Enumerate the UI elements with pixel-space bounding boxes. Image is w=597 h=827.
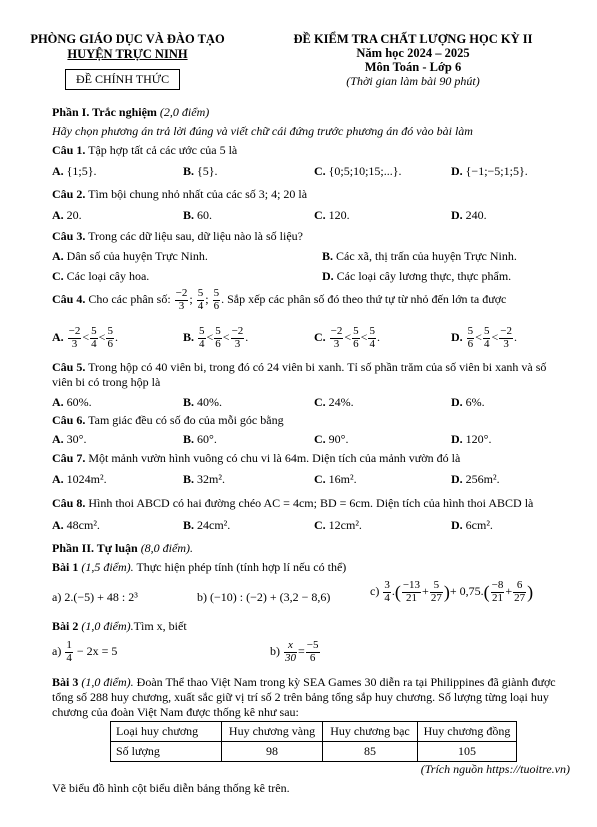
q7-c-text: 16m². <box>328 472 357 486</box>
numerator: 5 <box>483 325 490 337</box>
fraction <box>231 326 245 350</box>
b1-text: Thực hiện phép tính (tính hợp lí nếu có thể) <box>136 560 347 574</box>
q5-label: Câu 5. <box>52 360 86 374</box>
table-header-cell: Huy chương bạc <box>323 722 418 742</box>
q4-option-d: D. $\frac{5}{6}$ < $\frac{5}{4}$ < $\frac{-2}{3}$ . <box>451 325 517 350</box>
q6-a-letter: A. <box>52 432 64 446</box>
q1-option-a <box>52 164 97 179</box>
denominator: 4 <box>483 337 490 350</box>
q4-d-letter: D. <box>451 329 463 344</box>
b1-b-expr: (−10) : (−2) + (3,2 − 8,6) <box>210 590 331 604</box>
header-right-line3: Môn Toán - Lớp 6 <box>364 60 462 74</box>
q2-d-text: 240. <box>465 208 487 222</box>
q7-option-b <box>183 472 225 487</box>
q7-option-a <box>52 472 107 487</box>
less-than: < <box>491 329 499 344</box>
q4-c-letter: C. <box>314 329 326 344</box>
denominator: 4 <box>197 299 204 312</box>
q2-c-letter: C. <box>314 208 326 222</box>
q2-option-c <box>314 208 350 223</box>
q8-a-text: 48cm². <box>66 518 100 532</box>
q5-a-letter: A. <box>52 395 64 409</box>
q2-option-d <box>451 208 487 223</box>
table-cell: 105 <box>418 742 517 762</box>
q3-d-letter: D. <box>322 269 334 283</box>
q5-d-letter: D. <box>451 395 463 409</box>
q4-b-letter: B. <box>183 329 195 344</box>
q5-c-letter: C. <box>314 395 326 409</box>
b3-line2: tổng số 288 huy chương, xuất sắc giữ vị trí số 2 trên bảng tổng sắp huy chương. Số lượng từng loại huy <box>52 690 549 704</box>
q3-c-letter: C. <box>52 269 64 283</box>
equals: = <box>298 643 305 658</box>
q8-label: Câu 8. <box>52 496 86 510</box>
separator: ; <box>205 291 209 306</box>
denominator: 3 <box>503 337 509 350</box>
paren-open: ( <box>483 581 490 602</box>
q8-option-d <box>451 518 493 533</box>
table-header-row <box>111 722 517 742</box>
q8-text: Hình thoi ABCD có hai đường chéo AC = 4cm; BD = 6cm. Diện tích của hình thoi ABCD là <box>88 496 534 510</box>
q4-stem <box>52 288 572 312</box>
q3-d-text: Các loại cây lương thực, thực phẩm. <box>336 269 512 283</box>
part2-heading <box>52 541 572 556</box>
paren-open: ( <box>394 581 401 602</box>
numerator: 5 <box>197 287 204 299</box>
q5-b-text: 40%. <box>197 395 223 409</box>
q7-a-text: 1024m². <box>66 472 107 486</box>
q3-option-a <box>52 249 208 264</box>
numerator: 5 <box>467 325 474 337</box>
q6-option-b <box>183 432 217 447</box>
q4-option-b: B. $\frac{5}{4}$ < $\frac{5}{6}$ < $\frac{-2}{3}$ . <box>183 325 249 350</box>
q4-option-c: C. $\frac{-2}{3}$ < $\frac{5}{6}$ < $\frac{5}{4}$ . <box>314 325 380 350</box>
b3-label: Bài 3 <box>52 675 79 689</box>
numerator: −2 <box>175 287 188 299</box>
medal-table <box>110 721 517 762</box>
q2-b-letter: B. <box>183 208 195 222</box>
fraction <box>198 326 206 350</box>
separator: ; <box>189 291 193 306</box>
denominator: 27 <box>430 591 442 604</box>
q2-label: Câu 2. <box>52 187 86 201</box>
denominator: 6 <box>353 337 359 350</box>
denominator: 3 <box>333 337 340 350</box>
less-than: < <box>222 329 230 344</box>
q8-c-letter: C. <box>314 518 326 532</box>
q1-label: Câu 1. <box>52 143 86 157</box>
q2-option-a <box>52 208 82 223</box>
denominator: 21 <box>491 591 503 604</box>
denominator: 3 <box>234 337 241 350</box>
numerator: 5 <box>107 325 113 337</box>
q2-a-letter: A. <box>52 208 64 222</box>
q1-option-d <box>451 164 528 179</box>
b1-c-label: c) <box>370 583 380 598</box>
b3-task: Vẽ biểu đồ hình cột biểu diễn bảng thống kê trên. <box>52 781 290 795</box>
fraction <box>197 288 205 312</box>
table-cell: 98 <box>222 742 323 762</box>
q1-option-b <box>183 164 218 179</box>
numerator: 5 <box>369 325 375 337</box>
numerator: 3 <box>384 579 390 591</box>
q6-a-text: 30°. <box>66 432 87 446</box>
fraction <box>306 640 320 664</box>
header-right-line2: Năm học 2024 – 2025 <box>356 46 470 60</box>
b2-b-label: b) <box>270 643 280 658</box>
q7-stem <box>52 451 572 466</box>
b2-points: (1,0 điểm). <box>81 619 134 633</box>
b1-b-label: b) <box>197 590 207 604</box>
numerator: 5 <box>199 325 205 337</box>
q7-text: Một mảnh vườn hình vuông có chu vi là 64m. Diện tích của mảnh vườn đó là <box>88 451 461 465</box>
fraction <box>467 326 475 350</box>
numerator: 5 <box>213 287 220 299</box>
q5-a-text: 60%. <box>66 395 92 409</box>
denominator: 4 <box>91 337 97 350</box>
b2-a-label: a) <box>52 643 62 658</box>
q8-d-text: 6cm². <box>465 518 493 532</box>
q3-b-text: Các xã, thị trấn của huyện Trực Ninh. <box>336 249 517 263</box>
q8-option-c <box>314 518 362 533</box>
table-row <box>111 742 517 762</box>
q4-text-pre: Cho các phân số: <box>88 291 171 306</box>
denominator: 6 <box>215 337 221 350</box>
q7-option-d <box>451 472 500 487</box>
q6-b-text: 60°. <box>197 432 217 446</box>
denominator: 4 <box>369 337 375 350</box>
b2-label: Bài 2 <box>52 619 79 633</box>
table-cell: Số lượng <box>111 742 222 762</box>
numerator: −13 <box>402 579 421 591</box>
official-stamp: ĐỀ CHÍNH THỨC <box>65 69 180 90</box>
q3-label: Câu 3. <box>52 229 86 243</box>
q4-label: Câu 4. <box>52 291 86 306</box>
denominator: 6 <box>309 651 316 664</box>
b1-points: (1,5 điểm). <box>81 560 134 574</box>
q7-option-c <box>314 472 357 487</box>
denominator: 4 <box>199 337 205 350</box>
q7-d-text: 256m². <box>465 472 500 486</box>
q7-d-letter: D. <box>451 472 463 486</box>
b1-label: Bài 1 <box>52 560 79 574</box>
q6-b-letter: B. <box>183 432 195 446</box>
q8-option-b <box>183 518 230 533</box>
q2-d-letter: D. <box>451 208 463 222</box>
q6-label: Câu 6. <box>52 413 86 427</box>
less-than: < <box>82 329 90 344</box>
q1-c-text: {0;5;10;15;...}. <box>328 164 402 178</box>
q3-c-text: Các loại cây hoa. <box>66 269 150 283</box>
b3-points: (1,0 điểm). <box>81 675 134 689</box>
q1-b-letter: B. <box>183 164 195 178</box>
numerator: 6 <box>513 580 526 593</box>
q2-c-text: 120. <box>328 208 350 222</box>
fraction <box>383 580 391 604</box>
b2-text: Tìm x, biết <box>133 619 187 633</box>
fraction <box>430 580 443 604</box>
numerator: −2 <box>500 325 512 337</box>
fraction <box>284 640 297 664</box>
q4-a-letter: A. <box>52 329 64 344</box>
denominator: 6 <box>107 337 113 350</box>
paren-close: ) <box>527 581 534 602</box>
denominator: 6 <box>213 299 220 312</box>
denominator: 4 <box>66 651 72 664</box>
denominator: 27 <box>514 591 526 604</box>
denominator: 4 <box>384 591 390 604</box>
q3-text: Trong các dữ liệu sau, dữ liệu nào là số liệu? <box>88 229 303 243</box>
q8-a-letter: A. <box>52 518 64 532</box>
fraction <box>352 326 360 350</box>
q6-option-a <box>52 432 86 447</box>
fraction <box>368 326 376 350</box>
numerator: 5 <box>430 580 443 593</box>
q6-option-d <box>451 432 491 447</box>
less-than: < <box>360 329 368 344</box>
q1-a-text: {1;5}. <box>66 164 97 178</box>
q5-d-text: 6%. <box>465 395 485 409</box>
fraction <box>499 326 513 350</box>
b1-a-label: a) <box>52 590 62 604</box>
q1-b-text: {5}. <box>197 164 218 178</box>
numerator: 1 <box>66 639 72 651</box>
numerator: 5 <box>91 325 97 337</box>
b2-part-a <box>52 640 117 664</box>
q6-c-text: 90°. <box>328 432 349 446</box>
fraction <box>330 326 344 350</box>
q6-text: Tam giác đều có số đo của mỗi góc bằng <box>88 413 284 427</box>
q8-c-text: 12cm². <box>328 518 362 532</box>
b1-stem <box>52 560 572 575</box>
b3-line1 <box>52 675 572 690</box>
paren-close: ) <box>443 581 450 602</box>
b1-a-expr: 2.(−5) + 48 : 2³ <box>64 590 138 604</box>
q3-option-d <box>322 269 511 284</box>
b1-part-b <box>197 590 330 605</box>
q3-stem <box>52 229 572 244</box>
q6-option-c <box>314 432 348 447</box>
q2-text: Tìm bội chung nhỏ nhất của các số 3; 4; 20 là <box>88 187 308 201</box>
fraction <box>65 640 73 664</box>
less-than: < <box>98 329 106 344</box>
q5-c-text: 24%. <box>328 395 354 409</box>
denominator: 3 <box>178 299 185 312</box>
part1-title: Phần I. Trắc nghiệm <box>52 105 157 119</box>
part1-heading <box>52 105 572 120</box>
less-than: < <box>475 329 482 344</box>
q5-option-d <box>451 395 485 410</box>
q2-stem <box>52 187 572 202</box>
q2-b-text: 60. <box>197 208 213 222</box>
q3-a-text: Dân số của huyện Trực Ninh. <box>66 249 208 263</box>
numerator: −2 <box>330 325 343 337</box>
fraction <box>68 326 82 350</box>
q7-b-text: 32m². <box>197 472 225 486</box>
numerator: −2 <box>231 325 244 337</box>
numerator: 5 <box>215 325 221 337</box>
q2-a-text: 20. <box>66 208 82 222</box>
fraction <box>513 580 526 604</box>
numerator: −5 <box>306 639 319 651</box>
q8-stem <box>52 496 572 511</box>
table-header-cell: Huy chương vàng <box>222 722 323 742</box>
q6-c-letter: C. <box>314 432 326 446</box>
numerator: −2 <box>68 325 81 337</box>
table-header-cell: Loại huy chương <box>111 722 222 742</box>
q5-option-c <box>314 395 354 410</box>
less-than: < <box>344 329 352 344</box>
fraction <box>402 580 421 604</box>
q8-b-text: 24cm². <box>197 518 231 532</box>
header-right-line4: (Thời gian làm bài 90 phút) <box>346 74 480 88</box>
q3-a-letter: A. <box>52 249 64 263</box>
q5-option-b <box>183 395 222 410</box>
q4-option-a: A. $\frac{-2}{3}$ < $\frac{5}{4}$ < $\frac{5}{6}$ . <box>52 325 118 350</box>
fraction <box>90 326 98 350</box>
denominator: 30 <box>285 651 296 664</box>
header-left-line1: PHÒNG GIÁO DỤC VÀ ĐÀO TẠO <box>30 32 225 46</box>
q7-a-letter: A. <box>52 472 64 486</box>
fraction <box>175 288 189 312</box>
q1-option-c <box>314 164 402 179</box>
fraction <box>214 326 222 350</box>
q1-a-letter: A. <box>52 164 64 178</box>
fraction <box>106 326 114 350</box>
numerator: 5 <box>353 325 359 337</box>
q7-b-letter: B. <box>183 472 195 486</box>
denominator: 6 <box>467 337 474 350</box>
b3-line3: chương của đoàn Việt Nam được thống kê như sau: <box>52 705 299 719</box>
fraction <box>213 288 221 312</box>
q6-d-text: 120°. <box>465 432 492 446</box>
q2-option-b <box>183 208 212 223</box>
q1-d-text: {−1;−5;1;5}. <box>465 164 528 178</box>
q8-b-letter: B. <box>183 518 195 532</box>
q3-b-letter: B. <box>322 249 334 263</box>
q5-b-letter: B. <box>183 395 195 409</box>
q1-d-letter: D. <box>451 164 463 178</box>
q8-option-a <box>52 518 100 533</box>
q1-c-letter: C. <box>314 164 326 178</box>
header-left-line2: HUYỆN TRỰC NINH <box>67 47 188 61</box>
b1-part-a <box>52 590 138 605</box>
b2-stem <box>52 619 572 634</box>
source-citation: (Trích nguồn https://tuoitre.vn) <box>420 762 570 776</box>
table-header-cell: Huy chương đồng <box>418 722 517 742</box>
q1-text: Tập hợp tất cả các ước của 5 là <box>88 143 238 157</box>
q5-text1: Trong hộp có 40 viên bi, trong đó có 24 viên bi xanh. Tỉ số phần trăm của số viên bi xanh và số <box>88 360 547 374</box>
q1-stem <box>52 143 572 158</box>
fraction <box>483 326 491 350</box>
q5-text2: viên bi có trong hộp là <box>52 375 161 389</box>
numerator: −8 <box>491 579 504 591</box>
denominator: 3 <box>71 337 78 350</box>
b2-part-b <box>270 640 321 664</box>
b3-line1-text: Đoàn Thể thao Việt Nam trong kỳ SEA Games 30 diễn ra tại Philippines đã giành được <box>136 675 556 689</box>
q7-label: Câu 7. <box>52 451 86 465</box>
q4-text-post: . Sắp xếp các phân số đó theo thứ tự từ nhỏ đến lớn ta được <box>221 291 507 306</box>
q5-stem <box>52 360 572 375</box>
q6-stem <box>52 413 572 428</box>
b1-c-mid: + 0,75. <box>449 583 484 598</box>
q3-option-b <box>322 249 517 264</box>
q8-d-letter: D. <box>451 518 463 532</box>
fraction <box>491 580 505 604</box>
denominator: 21 <box>405 591 417 604</box>
part2-points: (8,0 điểm). <box>140 541 194 555</box>
table-cell: 85 <box>323 742 418 762</box>
b1-part-c: c) $\frac{3}{4}$ .( $\frac{-13}{21}$ + $\frac{5}{27}$ )+ 0,75.( $\frac{-8}{21}$ + $\frac{6}{27}$ ) <box>370 579 534 604</box>
part1-points: (2,0 điểm) <box>159 105 210 119</box>
numerator: x <box>284 640 297 653</box>
q3-option-c <box>52 269 149 284</box>
header-right-line1: ĐỀ KIỂM TRA CHẤT LƯỢNG HỌC KỲ II <box>293 32 533 46</box>
q7-c-letter: C. <box>314 472 326 486</box>
part1-instruction: Hãy chọn phương án trả lời đúng và viết chữ cái đứng trước phương án đó vào bài làm <box>52 124 473 138</box>
b2-a-rest: − 2x = 5 <box>76 643 118 658</box>
part2-title: Phần II. Tự luận <box>52 541 138 555</box>
q6-d-letter: D. <box>451 432 463 446</box>
q5-option-a <box>52 395 92 410</box>
less-than: < <box>206 329 214 344</box>
